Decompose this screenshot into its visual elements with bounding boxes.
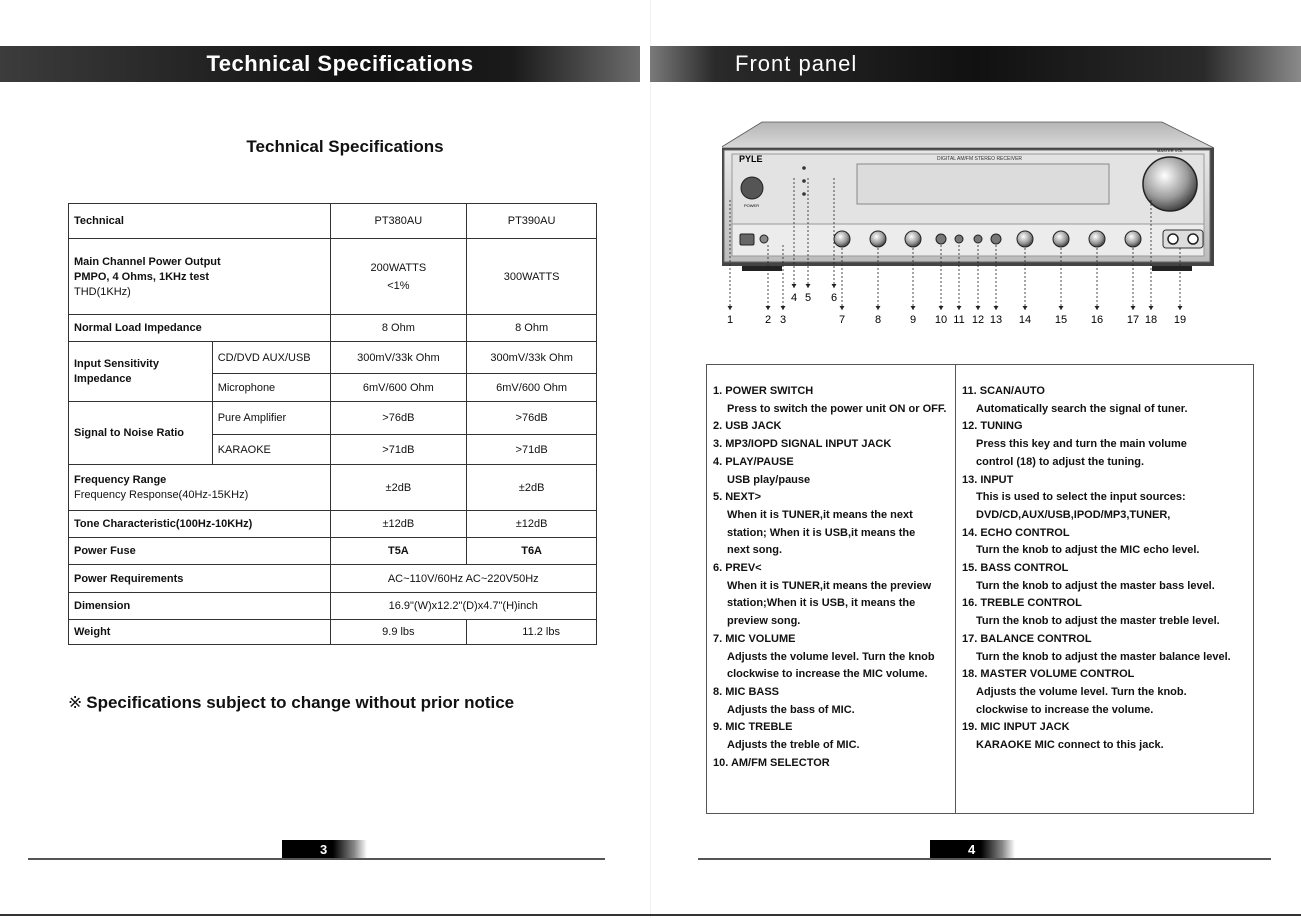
left-page-header — [0, 46, 640, 82]
table-row — [69, 593, 597, 620]
mic-bass-knob[interactable] — [870, 231, 886, 247]
page-number: 3 — [282, 840, 367, 858]
callout-number: 9 — [909, 314, 917, 326]
legend-item-desc: station; When it is USB,it means the — [727, 526, 916, 539]
legend-item-title: 2. USB JACK — [713, 420, 782, 433]
mic-input-jack[interactable] — [1188, 234, 1198, 244]
legend-right-column — [962, 383, 1252, 755]
legend-item-desc: station;When it is USB, it means the — [727, 597, 916, 610]
table-row — [69, 239, 597, 315]
callout-number: 14 — [1018, 314, 1032, 326]
callout-number: 13 — [989, 314, 1003, 326]
legend-item-title: 3. MP3/IOPD SIGNAL INPUT JACK — [713, 438, 892, 451]
callout-arrow — [1131, 306, 1136, 310]
callout-arrow — [876, 306, 881, 310]
main-power-thd-380: <1% — [387, 279, 410, 292]
legend-item-title: 6. PREV< — [713, 562, 762, 575]
legend-item-desc: DVD/CD,AUX/USB,IPOD/MP3,TUNER, — [976, 508, 1171, 521]
legend-item-desc: preview song. — [727, 615, 801, 628]
section-title: Technical Specifications — [246, 137, 444, 156]
snr-s1-380: >76dB — [330, 402, 467, 435]
input-sens-s1-390: 300mV/33k Ohm — [467, 342, 597, 374]
table-header-pt380au: PT380AU — [330, 204, 467, 239]
table-row — [69, 565, 597, 593]
legend-item-desc: When it is TUNER,it means the next — [727, 508, 913, 521]
legend-item-title: 9. MIC TREBLE — [713, 721, 793, 734]
legend-item-title: 13. INPUT — [962, 473, 1014, 486]
legend-box — [706, 364, 1254, 814]
fuse-380: T5A — [330, 538, 467, 565]
device-top — [722, 122, 1214, 148]
right-page-header — [650, 46, 1301, 82]
legend-item-desc: When it is TUNER,it means the preview — [727, 579, 932, 592]
legend-item-desc: Turn the knob to adjust the MIC echo level. — [976, 544, 1200, 557]
device-foot-right — [1152, 266, 1192, 271]
callout-number: 12 — [971, 314, 985, 326]
legend-item-title: 14. ECHO CONTROL — [962, 526, 1070, 539]
callout-number: 15 — [1054, 314, 1068, 326]
power-label: POWER — [744, 203, 760, 208]
snr-s1-390: >76dB — [467, 402, 597, 435]
legend-item-title: 8. MIC BASS — [713, 685, 780, 698]
legend-item-title: 10. AM/FM SELECTOR — [713, 756, 830, 769]
brand-logo: PYLE — [739, 154, 763, 164]
legend-item-desc: Adjusts the bass of MIC. — [727, 703, 855, 716]
legend-item-desc: clockwise to increase the volume. — [976, 703, 1154, 716]
input-sens-sub2: Microphone — [212, 374, 330, 402]
legend-item-title: 11. SCAN/AUTO — [962, 385, 1045, 397]
fuse-390: T6A — [467, 538, 597, 565]
callout-number: 19 — [1173, 314, 1187, 326]
weight-label: Weight — [69, 620, 331, 645]
legend-item-desc: USB play/pause — [727, 473, 811, 486]
table-row — [69, 511, 597, 538]
legend-divider — [955, 365, 956, 813]
model-text: DIGITAL AM/FM STEREO RECEIVER — [937, 156, 1023, 162]
table-row — [69, 465, 597, 511]
legend-item-title: 12. TUNING — [962, 420, 1023, 433]
callout-number: 2 — [764, 314, 772, 326]
callout-number: 7 — [838, 314, 846, 326]
callout-number: 10 — [934, 314, 948, 326]
main-power-watts-390: 300WATTS — [467, 239, 597, 315]
legend-item-title: 18. MASTER VOLUME CONTROL — [962, 668, 1135, 681]
snr-sub1: Pure Amplifier — [212, 402, 330, 435]
right-page — [650, 0, 1301, 918]
bass-knob[interactable] — [1053, 231, 1069, 247]
input-sens-s1-380: 300mV/33k Ohm — [330, 342, 467, 374]
main-power-pt380au — [330, 239, 467, 315]
load-390: 8 Ohm — [467, 315, 597, 342]
snr-s2-390: >71dB — [467, 435, 597, 465]
dimension-value: 16.9"(W)x12.2"(D)x4.7"(H)inch — [330, 593, 597, 620]
table-header-pt390au: PT390AU — [467, 204, 597, 239]
callout-arrow — [766, 306, 771, 310]
callout-arrow — [1059, 306, 1064, 310]
legend-item-title: 7. MIC VOLUME — [713, 632, 796, 645]
callout-number: 18 — [1144, 314, 1158, 326]
table-row — [69, 538, 597, 565]
master-volume-knob[interactable] — [1143, 157, 1197, 211]
callout-arrow — [939, 306, 944, 310]
freq-line1: Frequency Range — [74, 474, 167, 486]
spec-table — [68, 203, 597, 645]
balance-knob[interactable] — [1125, 231, 1141, 247]
aux-jack[interactable] — [760, 235, 768, 243]
callout-arrow — [840, 306, 845, 310]
input-button[interactable] — [991, 234, 1001, 244]
input-sens-s2-380: 6mV/600 Ohm — [330, 374, 467, 402]
fuse-label: Power Fuse — [69, 538, 331, 565]
am-fm-button[interactable] — [936, 234, 946, 244]
legend-item-desc: Automatically search the signal of tuner. — [976, 402, 1188, 415]
input-sens-label: Input Sensitivity Impedance — [69, 342, 213, 402]
tone-390: ±12dB — [467, 511, 597, 538]
callout-arrow — [1023, 306, 1028, 310]
callout-arrow — [792, 284, 797, 288]
bottom-rule — [0, 914, 1301, 916]
legend-item-desc: KARAOKE MIC connect to this jack. — [976, 739, 1164, 752]
mic-input-jack[interactable] — [1168, 234, 1178, 244]
main-power-line2: PMPO, 4 Ohms, 1KHz test — [74, 270, 210, 283]
legend-item-desc: Adjusts the volume level. Turn the knob. — [976, 685, 1187, 698]
callout-arrow — [976, 306, 981, 310]
table-row — [69, 204, 597, 239]
treble-knob[interactable] — [1089, 231, 1105, 247]
table-row — [69, 315, 597, 342]
legend-item-desc: clockwise to increase the MIC volume. — [727, 668, 928, 681]
input-sens-s2-390: 6mV/600 Ohm — [467, 374, 597, 402]
legend-item-desc: Press this key and turn the main volume — [976, 438, 1187, 451]
legend-item-desc: Adjusts the volume level. Turn the knob — [727, 650, 935, 663]
callout-arrow — [1149, 306, 1154, 310]
left-page — [0, 0, 650, 918]
table-row — [69, 402, 597, 435]
callout-number: 5 — [804, 292, 812, 304]
legend-item-desc: control (18) to adjust the tuning. — [976, 455, 1145, 468]
legend-item-title: 5. NEXT> — [713, 491, 761, 504]
mic-volume-knob[interactable] — [834, 231, 850, 247]
callout-arrow — [957, 306, 962, 310]
tuning-button[interactable] — [974, 235, 982, 243]
dimension-label: Dimension — [69, 593, 331, 620]
freq-line2: Frequency Response(40Hz-15KHz) — [74, 489, 249, 501]
legend-item-title: 15. BASS CONTROL — [962, 562, 1069, 575]
indicator-led — [802, 179, 806, 183]
legend-item-title: 4. PLAY/PAUSE — [713, 455, 794, 468]
snr-sub2: KARAOKE — [212, 435, 330, 465]
legend-item-title: 17. BALANCE CONTROL — [962, 632, 1092, 645]
display-window — [857, 164, 1109, 204]
indicator-led — [802, 192, 806, 196]
freq-label — [69, 465, 331, 511]
mic-treble-knob[interactable] — [905, 231, 921, 247]
page-number: 4 — [930, 840, 1015, 858]
callout-number: 17 — [1126, 314, 1140, 326]
legend-left-column — [713, 383, 953, 772]
callout-number: 6 — [830, 292, 838, 304]
freq-390: ±2dB — [467, 465, 597, 511]
note-text: Specifications subject to change without prior notice — [86, 693, 515, 712]
callout-arrow — [1178, 306, 1183, 310]
tone-380: ±12dB — [330, 511, 467, 538]
input-sens-sub1: CD/DVD AUX/USB — [212, 342, 330, 374]
callout-number: 8 — [874, 314, 882, 326]
callout-arrow — [911, 306, 916, 310]
callout-arrow — [994, 306, 999, 310]
right-header-title: Front panel — [735, 51, 858, 76]
power-req-label: Power Requirements — [69, 565, 331, 593]
legend-item-desc: Turn the knob to adjust the master treble level. — [976, 615, 1220, 628]
legend-item-desc: next song. — [727, 544, 783, 557]
power-req-value: AC~110V/60Hz AC~220V50Hz — [330, 565, 597, 593]
main-power-label — [69, 239, 331, 315]
legend-item-desc: Turn the knob to adjust the master bass level. — [976, 579, 1215, 592]
table-row — [69, 342, 597, 374]
weight-380: 9.9 lbs — [330, 620, 467, 645]
load-380: 8 Ohm — [330, 315, 467, 342]
legend-item-desc: Turn the knob to adjust the master balance level. — [976, 650, 1231, 663]
callout-number: 3 — [779, 314, 787, 326]
weight-390: 11.2 lbs — [467, 620, 597, 645]
callout-number: 16 — [1090, 314, 1104, 326]
load-label: Normal Load Impedance — [69, 315, 331, 342]
usb-jack[interactable] — [740, 234, 754, 245]
callout-arrow — [832, 284, 837, 288]
snr-s2-380: >71dB — [330, 435, 467, 465]
scan-auto-button[interactable] — [955, 235, 963, 243]
callout-arrow — [1095, 306, 1100, 310]
callout-number: 11 — [953, 314, 965, 326]
front-panel-diagram — [722, 120, 1242, 335]
callout-arrow — [781, 306, 786, 310]
callout-arrow — [728, 306, 733, 310]
spec-note — [68, 693, 514, 713]
master-volume-label: MASTER VOL — [1157, 148, 1183, 153]
table-row — [69, 620, 597, 645]
callout-number: 4 — [790, 292, 798, 304]
left-header-title: Technical Specifications — [206, 51, 474, 76]
tone-label: Tone Characteristic(100Hz-10KHz) — [69, 511, 331, 538]
main-power-watts-380: 200WATTS — [370, 261, 427, 274]
legend-item-title: 16. TREBLE CONTROL — [962, 597, 1082, 610]
echo-knob[interactable] — [1017, 231, 1033, 247]
legend-item-desc: This is used to select the input sources: — [976, 491, 1186, 504]
freq-380: ±2dB — [330, 465, 467, 511]
footer-line — [28, 858, 605, 860]
device-foot-left — [742, 266, 782, 271]
main-power-line3: THD(1KHz) — [74, 285, 131, 298]
legend-item-title: 19. MIC INPUT JACK — [962, 721, 1070, 734]
legend-item-title: 1. POWER SWITCH — [713, 385, 814, 397]
callout-number: 1 — [726, 314, 734, 326]
legend-item-desc: Adjusts the treble of MIC. — [727, 739, 860, 752]
legend-item-desc: Press to switch the power unit ON or OFF. — [727, 402, 947, 415]
callout-arrow — [806, 284, 811, 288]
indicator-led — [802, 166, 806, 170]
power-switch[interactable] — [741, 177, 763, 199]
note-mark: ※ — [68, 693, 83, 712]
table-header-label: Technical — [69, 204, 331, 239]
main-power-line1: Main Channel Power Output — [74, 255, 221, 268]
footer-line — [698, 858, 1271, 860]
snr-label: Signal to Noise Ratio — [69, 402, 213, 465]
